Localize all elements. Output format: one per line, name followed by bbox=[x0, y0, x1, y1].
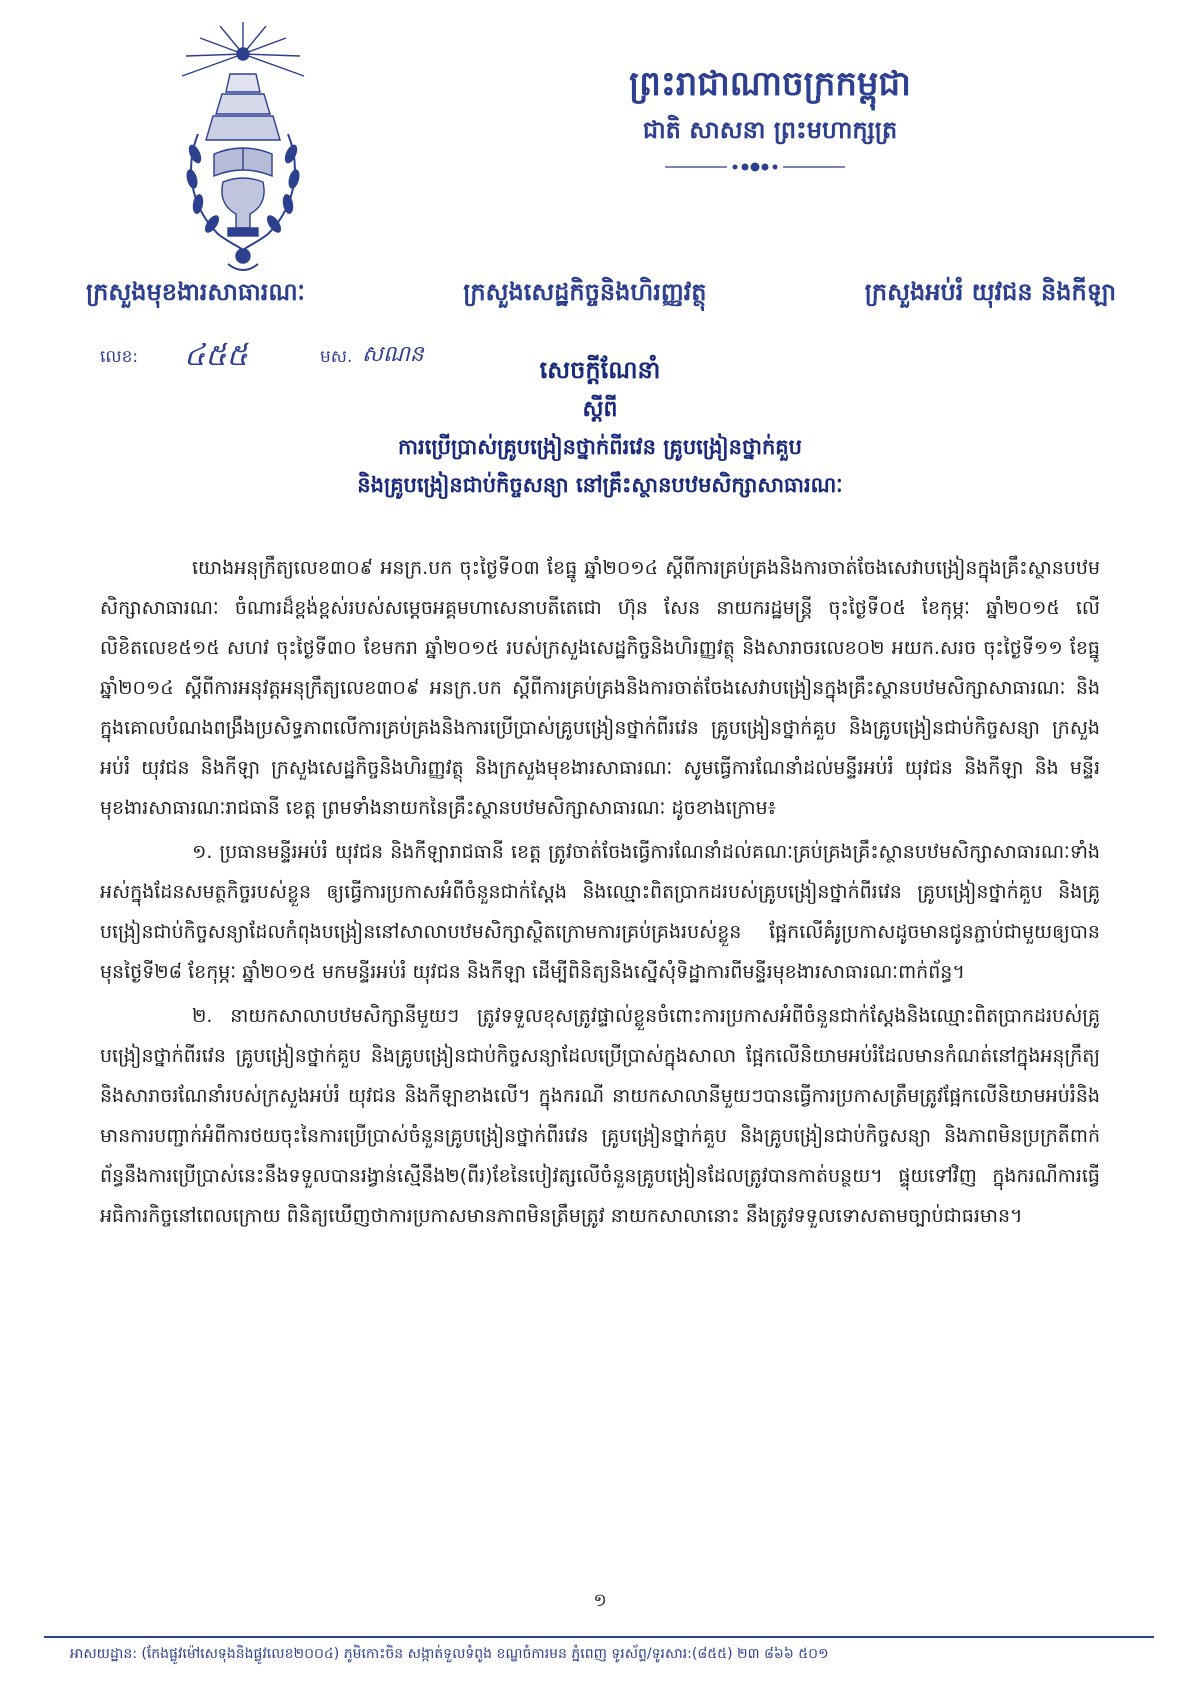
title-subject-line-1: ការប្រើប្រាស់គ្រូបង្រៀនថ្នាក់ពីរវេន គ្រូបង្រៀនថ្នាក់គួប bbox=[398, 434, 802, 459]
royal-emblem-icon bbox=[168, 14, 318, 284]
item-1-paragraph: ១. ប្រធានមន្ទីរអប់រំ យុវជន និងកីឡារាជធានី ខេត្ត ត្រូវចាត់ចែងធ្វើការណែនាំដល់គណៈគ្រប់គ្រងគ្រឹះស្ថានបឋមសិក្សាសាធារណៈទាំងអស់ក្នុងដែនសមត្ថកិច្ចរបស់ខ្លួន ឲ្យធ្វើការប្រកាសអំពីចំនួនជាក់ស្តែង និងឈ្មោះពិតប្រាកដរបស់គ្រូបង្រៀនថ្នាក់ពីរវេន គ្រូបង្រៀនថ្នាក់គួប និងគ្រូបង្រៀនជាប់កិច្ចសន្យាដែលកំពុងបង្រៀននៅសាលាបឋមសិក្សាស្ថិតក្រោមការគ្រប់គ្រងរបស់ខ្លួន ផ្អែកលើគំរូប្រកាសដូចមានជូនភ្ជាប់ជាមួយឲ្យបានមុនថ្ងៃទី២៨ ខែកុម្ភៈ ឆ្នាំ២០១៥ មកមន្ទីរអប់រំ យុវជន និងកីឡា ដើម្បីពិនិត្យនិងស្នើសុំទិដ្ឋាការពីមន្ទីរមុខងារសាធារណៈពាក់ព័ន្ធ។ bbox=[100, 841, 1100, 983]
kingdom-name: ព្រះរាជាណាចក្រកម្ពុជា bbox=[629, 64, 911, 104]
number-value: ៤៥៥ bbox=[184, 338, 248, 373]
footer-divider bbox=[44, 1636, 1154, 1638]
footer-address: អាសយដ្ឋាន: (កែងផ្លូវម៉ៅសេទុងនិងផ្លូវលេខ២០០៤) ភូមិកោះចិន សង្កាត់ទួលទំពូង ខណ្ឌចំការមន ភ្នំពេញ ទូរស័ព្ទ/ទូរសារ:(៨៥៥) ២៣ ៨៦៦ ៥០១ bbox=[70, 1646, 829, 1662]
title-regarding: ស្តីពី bbox=[582, 396, 618, 422]
item-2-paragraph: ២. នាយកសាលាបឋមសិក្សានីមួយៗ ត្រូវទទួលខុសត្រូវផ្ទាល់ខ្លួនចំពោះការប្រកាសអំពីចំនួនជាក់ស្តែងនិងឈ្មោះពិតប្រាកដរបស់គ្រូបង្រៀនថ្នាក់ពីរវេន គ្រូបង្រៀនថ្នាក់គួប និងគ្រូបង្រៀនជាប់កិច្ចសន្យាដែលប្រើប្រាស់ក្នុងសាលា ផ្អែកលើនិយាមអប់រំដែលមានកំណត់នៅក្នុងអនុក្រឹត្យនិងសារាចរណែនាំរបស់ក្រសួងអប់រំ យុវជន និងកីឡាខាងលើ។ ក្នុងករណី នាយកសាលានីមួយៗបានធ្វើការប្រកាសត្រឹមត្រូវផ្អែកលើនិយាមអប់រំនិងមានការបញ្ជាក់អំពីការថយចុះនៃការប្រើប្រាស់ចំនួនគ្រូបង្រៀនថ្នាក់ពីរវេន គ្រូបង្រៀនថ្នាក់គួប និងគ្រូបង្រៀនជាប់កិច្ចសន្យា និងភាពមិនប្រក្រតីពាក់ព័ន្ធនឹងការប្រើប្រាស់នេះនឹងទទួលបានរង្វាន់ស្មើនឹង២(ពីរ)ខែនៃបៀវត្សលើចំនួនគ្រូបង្រៀនដែលត្រូវបានកាត់បន្ថយ។ ផ្ទុយទៅវិញ ក្នុងករណីការធ្វើអធិការកិច្ចនៅពេលក្រោយ ពិនិត្យឃើញថាការប្រកាសមានភាពមិនត្រឹមត្រូវ នាយកសាលានោះ នឹងត្រូវទទួលទោសតាមច្បាប់ជាធរមាន។ bbox=[100, 1005, 1100, 1227]
page-number: ១ bbox=[593, 1590, 607, 1611]
code-value: សណន bbox=[362, 342, 424, 367]
ministry-education: ក្រសួងអប់រំ យុវជន និងកីឡា bbox=[864, 276, 1116, 306]
code-label: មស. bbox=[320, 347, 353, 367]
kingdom-heading bbox=[560, 62, 980, 148]
title-subject-line-2: និងគ្រូបង្រៀនជាប់កិច្ចសន្យា នៅគ្រឹះស្ថានបឋមសិក្សាសាធារណៈ bbox=[357, 472, 843, 497]
document-title bbox=[240, 350, 960, 504]
issuing-ministries bbox=[86, 272, 1116, 316]
ministry-economy-finance: ក្រសួងសេដ្ឋកិច្ចនិងហិរញ្ញវត្ថុ bbox=[463, 276, 707, 306]
national-motto: ជាតិ សាសនា ព្រះមហាក្សត្រ bbox=[642, 115, 898, 144]
intro-paragraph: យោងអនុក្រឹត្យលេខ៣០៩ អនក្រ.បក ចុះថ្ងៃទី០៣ ខែធ្នូ ឆ្នាំ២០១៤ ស្តីពីការគ្រប់គ្រងនិងការចាត់ចែងសេវាបង្រៀនក្នុងគ្រឹះស្ថានបឋមសិក្សាសាធារណៈ ចំណារដ៏ខ្ពង់ខ្ពស់របស់សម្តេចអគ្គមហាសេនាបតីតេជោ ហ៊ុន សែន នាយករដ្ឋមន្ត្រី ចុះថ្ងៃទី០៥ ខែកុម្ភៈ ឆ្នាំ២០១៥ លើលិខិតលេខ៥១៥ សហវ ចុះថ្ងៃទី៣០ ខែមករា ឆ្នាំ២០១៥ របស់ក្រសួងសេដ្ឋកិច្ចនិងហិរញ្ញវត្ថុ និងសារាចរលេខ០២ អយក.សរច ចុះថ្ងៃទី១១ ខែធ្នូ ឆ្នាំ២០១៤ ស្តីពីការអនុវត្តអនុក្រឹត្យលេខ៣០៩ អនក្រ.បក ស្តីពីការគ្រប់គ្រងនិងការចាត់ចែងសេវាបង្រៀនក្នុងគ្រឹះស្ថានបឋមសិក្សាសាធារណៈ និងក្នុងគោលបំណងពង្រឹងប្រសិទ្ធភាពលើការគ្រប់គ្រងនិងការប្រើប្រាស់គ្រូបង្រៀនថ្នាក់ពីរវេន គ្រូបង្រៀនថ្នាក់គួប និងគ្រូបង្រៀនជាប់កិច្ចសន្យា ក្រសួងអប់រំ យុវជន និងកីឡា ក្រសួងសេដ្ឋកិច្ចនិងហិរញ្ញវត្ថុ និងក្រសួងមុខងារសាធារណៈ សូមធ្វើការណែនាំដល់មន្ទីរអប់រំ យុវជន និងកីឡា និង មន្ទីរមុខងារសាធារណៈរាជធានី ខេត្ត ព្រមទាំងនាយកនៃគ្រឹះស្ថានបឋមសិក្សាសាធារណៈ ដូចខាងក្រោម៖ bbox=[100, 557, 1100, 819]
title-instruction: សេចក្តីណែនាំ bbox=[539, 355, 661, 384]
number-label: លេខ: bbox=[100, 347, 139, 367]
divider-ornament-icon bbox=[665, 160, 845, 174]
ministry-civil-service: ក្រសួងមុខងារសាធារណៈ bbox=[86, 276, 305, 306]
document-body bbox=[100, 548, 1100, 1240]
